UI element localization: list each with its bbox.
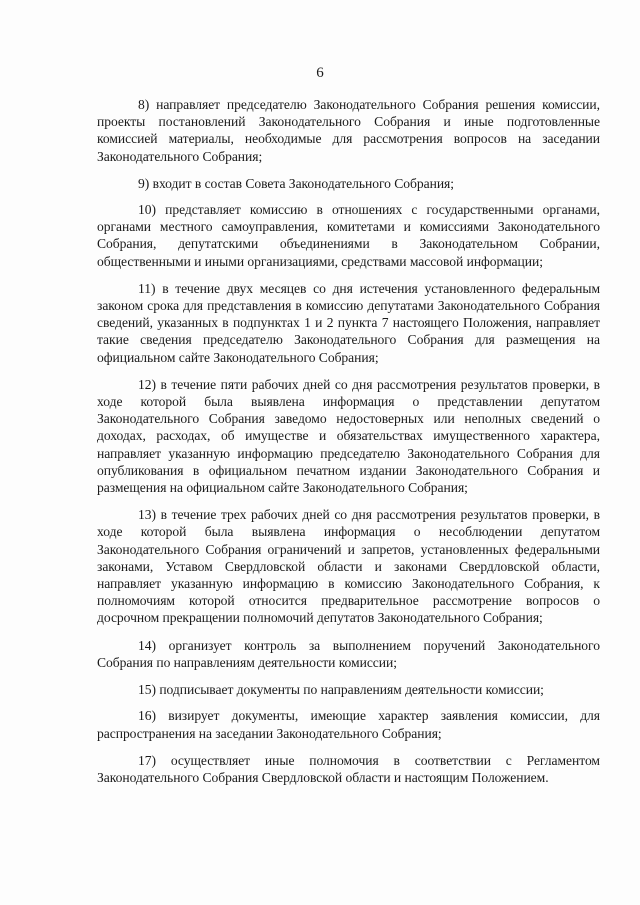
page-number: 6: [316, 65, 324, 81]
document-body: [97, 96, 600, 796]
paragraph-item-15: 15) подписывает документы по направлениям деятельности комиссии;: [138, 682, 544, 698]
paragraph-item-8: 8) направляет председателю Законодательного Собрания решения комиссии, проекты постановлений Законодательного Собрания и иные подготовленные комиссией материалы, необходимые для рассмотрения вопросов на заседании Законодательного Собрания;: [97, 97, 600, 164]
paragraph-item-16: 16) визирует документы, имеющие характер заявления комиссии, для распространения на заседании Законодательного Собрания;: [97, 708, 600, 741]
paragraph-item-11: 11) в течение двух месяцев со дня истечения установленного федеральным законом срока для представления в комиссию депутатами Законодательного Собрания сведений, указанных в подпунктах 1 и 2 пункта 7 настоящего Положения, направляет такие сведения председателю Законодательного Собрания для размещения на официальном сайте Законодательного Собрания;: [97, 280, 600, 365]
paragraph-item-17: 17) осуществляет иные полномочия в соответствии с Регламентом Законодательного Собрания Свердловской области и настоящим Положением.: [97, 752, 600, 785]
paragraph-item-14: 14) организует контроль за выполнением поручений Законодательного Собрания по направлениям деятельности комиссии;: [97, 637, 600, 670]
paragraph-item-12: 12) в течение пяти рабочих дней со дня рассмотрения результатов проверки, в ходе которой была выявлена информация о представлении депутатом Законодательного Собрания заведомо недостоверных или неполных сведений о доходах, расходах, об имуществе и обязательствах имущественного характера, направляет указанную информацию председателю Законодательного Собрания для опубликования в официальном печатном издании Законодательного Собрания и размещения на официальном сайте Законодательного Собрания;: [97, 376, 600, 496]
paragraph-item-9: 9) входит в состав Совета Законодательного Собрания;: [138, 175, 454, 191]
paragraph-item-13: 13) в течение трех рабочих дней со дня рассмотрения результатов проверки, в ходе которой была выявлена информация о несоблюдении депутатом Законодательного Собрания ограничений и запретов, установленных федеральными законами, Уставом Свердловской области и законами Свердловской области, направляет указанную информацию в комиссию Законодательного Собрания, к полномочиям которой относится предварительное рассмотрение вопросов о досрочном прекращении полномочий депутатов Законодательного Собрания;: [97, 507, 600, 626]
paragraph-item-10: 10) представляет комиссию в отношениях с государственными органами, органами местного самоуправления, комитетами и комиссиями Законодательного Собрания, депутатскими объединениями в Законодательном Собрании, общественными и иными организациями, средствами массовой информации;: [97, 202, 600, 269]
